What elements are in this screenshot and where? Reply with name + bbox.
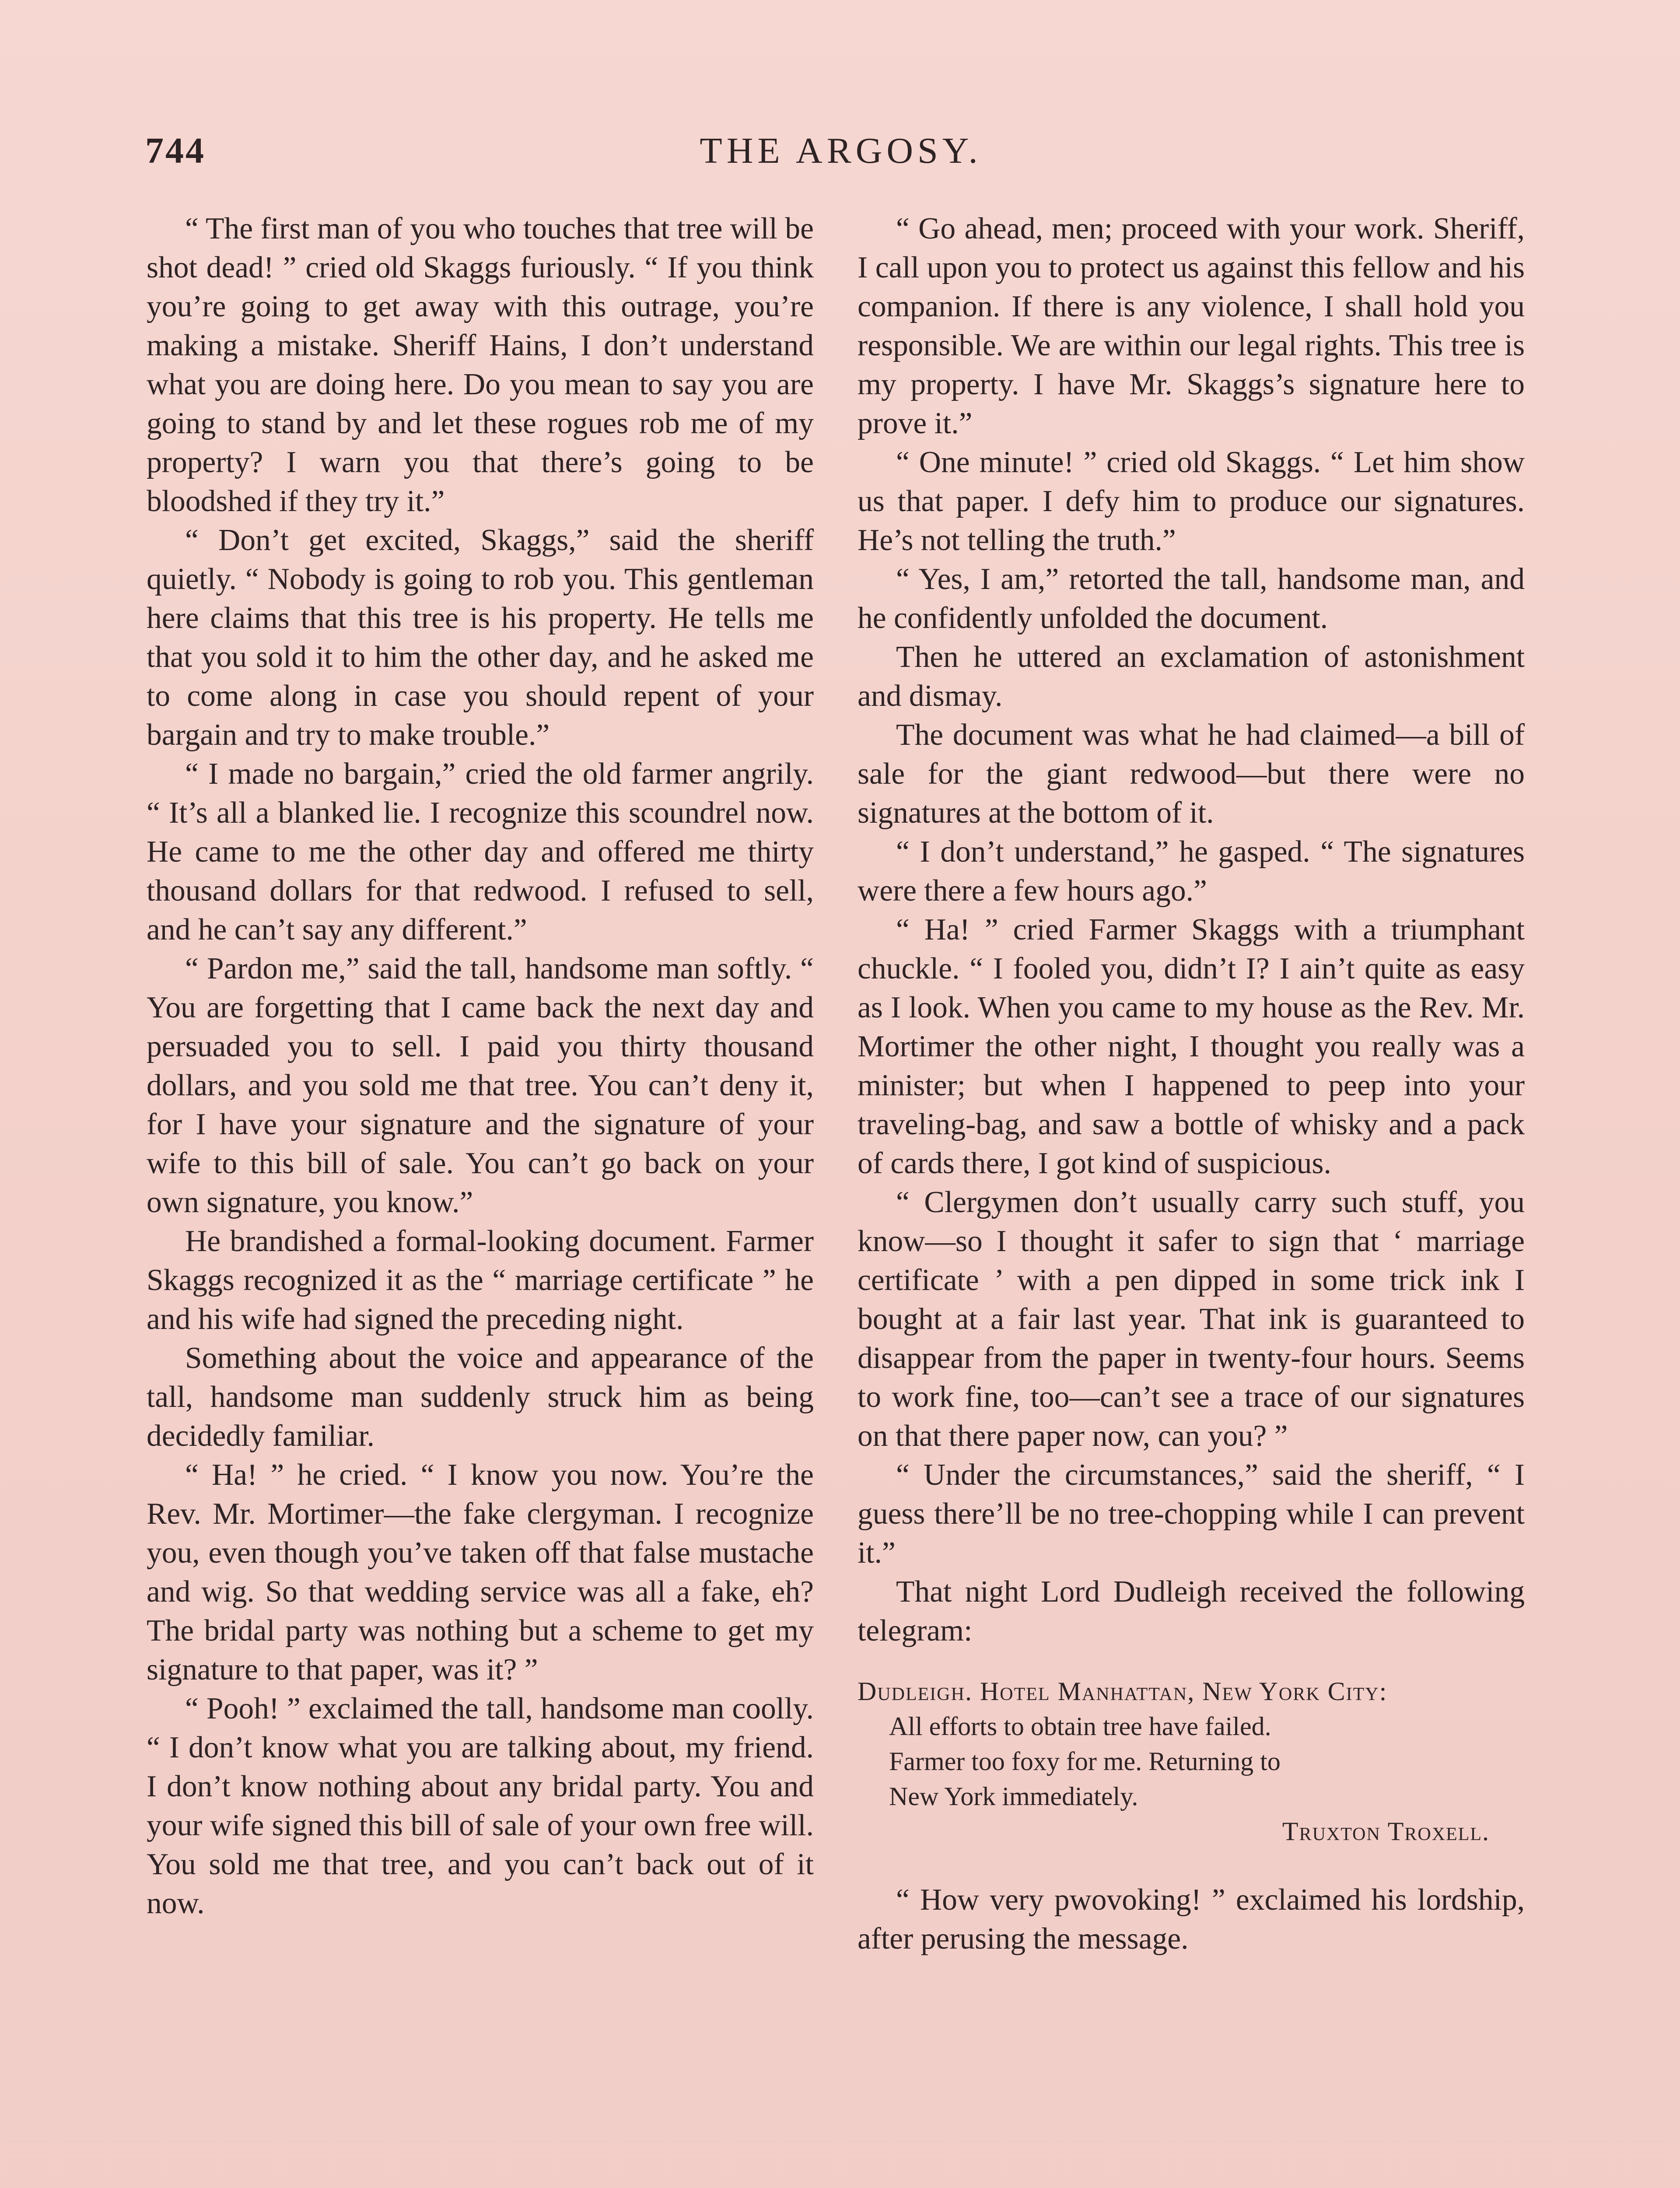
paragraph: “ How very pwovoking! ” exclaimed his lordship, after perusing the message. xyxy=(858,1883,1525,1956)
telegram-line: New York immediately. xyxy=(889,1782,1138,1811)
paragraph: “ Pardon me,” said the tall, handsome man softly. “ You are forgetting that I came back the next day and persuaded you to sell. I paid you thirty thousand dollars, and you sold me that tree. You can’t deny it, for I have your signature and the signature of your wife to this bill of sale. You can’t go back on your own signature, you know.” xyxy=(147,952,814,1219)
paragraph: That night Lord Dudleigh received the following telegram: xyxy=(858,1575,1525,1648)
paragraph: “ Yes, I am,” retorted the tall, handsome man, and he confidently unfolded the document. xyxy=(858,562,1525,635)
telegram-signature: Truxton Troxell. xyxy=(1282,1817,1490,1846)
paragraph: He brandished a formal-looking document. Farmer Skaggs recognized it as the “ marriage certificate ” he and his wife had signed the preceding night. xyxy=(147,1224,814,1336)
page-number: 744 xyxy=(145,130,206,171)
paragraph: “ Pooh! ” exclaimed the tall, handsome man coolly. “ I don’t know what you are talking about, my friend. I don’t know nothing about any bridal party. You and your wife signed this bill of sale of your own free will. You sold me that tree, and you can’t back out of it now. xyxy=(147,1692,814,1920)
paragraph: “ I made no bargain,” cried the old farmer angrily. “ It’s all a blanked lie. I recognize this scoundrel now. He came to me the other day and offered me thirty thousand dollars for that redwood. I refused to sell, and he can’t say any different.” xyxy=(147,757,814,947)
paragraph: “ Ha! ” cried Farmer Skaggs with a triumphant chuckle. “ I fooled you, didn’t I? I ain’t quite as easy as I look. When you came to my house as the Rev. Mr. Mortimer the other night, I thought you really was a minister; but when I happened to peep into your traveling-bag, and saw a bottle of whisky and a pack of cards there, I got kind of suspicious. xyxy=(858,913,1525,1180)
page-header xyxy=(145,130,1536,178)
paragraph: Then he uttered an exclamation of astonishment and dismay. xyxy=(858,640,1525,713)
paragraph: “ Clergymen don’t usually carry such stuff, you know—so I thought it safer to sign that ‘ marriage certificate ’ with a pen dipped in some trick ink I bought at a fair last year. That ink is guaranteed to disappear from the paper in twenty-four hours. Seems to work fine, too—can’t see a trace of our signatures on that there paper now, can you? ” xyxy=(858,1185,1525,1453)
right-column xyxy=(858,209,1525,1958)
paragraph: “ The first man of you who touches that tree will be shot dead! ” cried old Skaggs furiously. “ If you think you’re going to get away with this outrage, you’re making a mistake. Sheriff Hains, I don’t understand what you are doing here. Do you mean to say you are going to stand by and let these rogues rob me of my property? I warn you that there’s going to be bloodshed if they try it.” xyxy=(147,212,814,518)
telegram xyxy=(858,1674,1525,1849)
paragraph: “ Don’t get excited, Skaggs,” said the sheriff quietly. “ Nobody is going to rob you. This gentleman here claims that this tree is his property. He tells me that you sold it to him the other day, and he asked me to come along in case you should repent of your bargain and try to make trouble.” xyxy=(147,523,814,752)
paragraph: “ I don’t understand,” he gasped. “ The signatures were there a few hours ago.” xyxy=(858,835,1525,908)
telegram-body xyxy=(858,1709,1525,1814)
paragraph: “ Ha! ” he cried. “ I know you now. You’re the Rev. Mr. Mortimer—the fake clergyman. I recognize you, even though you’ve taken off that false mustache and wig. So that wedding service was all a fake, eh? The bridal party was nothing but a scheme to get my signature to that paper, was it? ” xyxy=(147,1458,814,1687)
telegram-address: Dudleigh. Hotel Manhattan, New York City: xyxy=(858,1677,1388,1706)
telegram-line: Farmer too foxy for me. Returning to xyxy=(889,1747,1281,1776)
paragraph: “ Under the circumstances,” said the sheriff, “ I guess there’ll be no tree-chopping while I can prevent it.” xyxy=(858,1458,1525,1570)
telegram-line: All efforts to obtain tree have failed. xyxy=(889,1712,1271,1741)
left-column xyxy=(147,209,814,1923)
paragraph: Something about the voice and appearance of the tall, handsome man suddenly struck him as being decidedly familiar. xyxy=(147,1341,814,1453)
paragraph: The document was what he had claimed—a bill of sale for the giant redwood—but there were no signatures at the bottom of it. xyxy=(858,718,1525,830)
running-title: THE ARGOSY. xyxy=(700,130,982,171)
paragraph: “ One minute! ” cried old Skaggs. “ Let him show us that paper. I defy him to produce our signatures. He’s not telling the truth.” xyxy=(858,445,1525,557)
paragraph: “ Go ahead, men; proceed with your work. Sheriff, I call upon you to protect us against this fellow and his companion. If there is any violence, I shall hold you responsible. We are within our legal rights. This tree is my property. I have Mr. Skaggs’s signature here to prove it.” xyxy=(858,212,1525,440)
